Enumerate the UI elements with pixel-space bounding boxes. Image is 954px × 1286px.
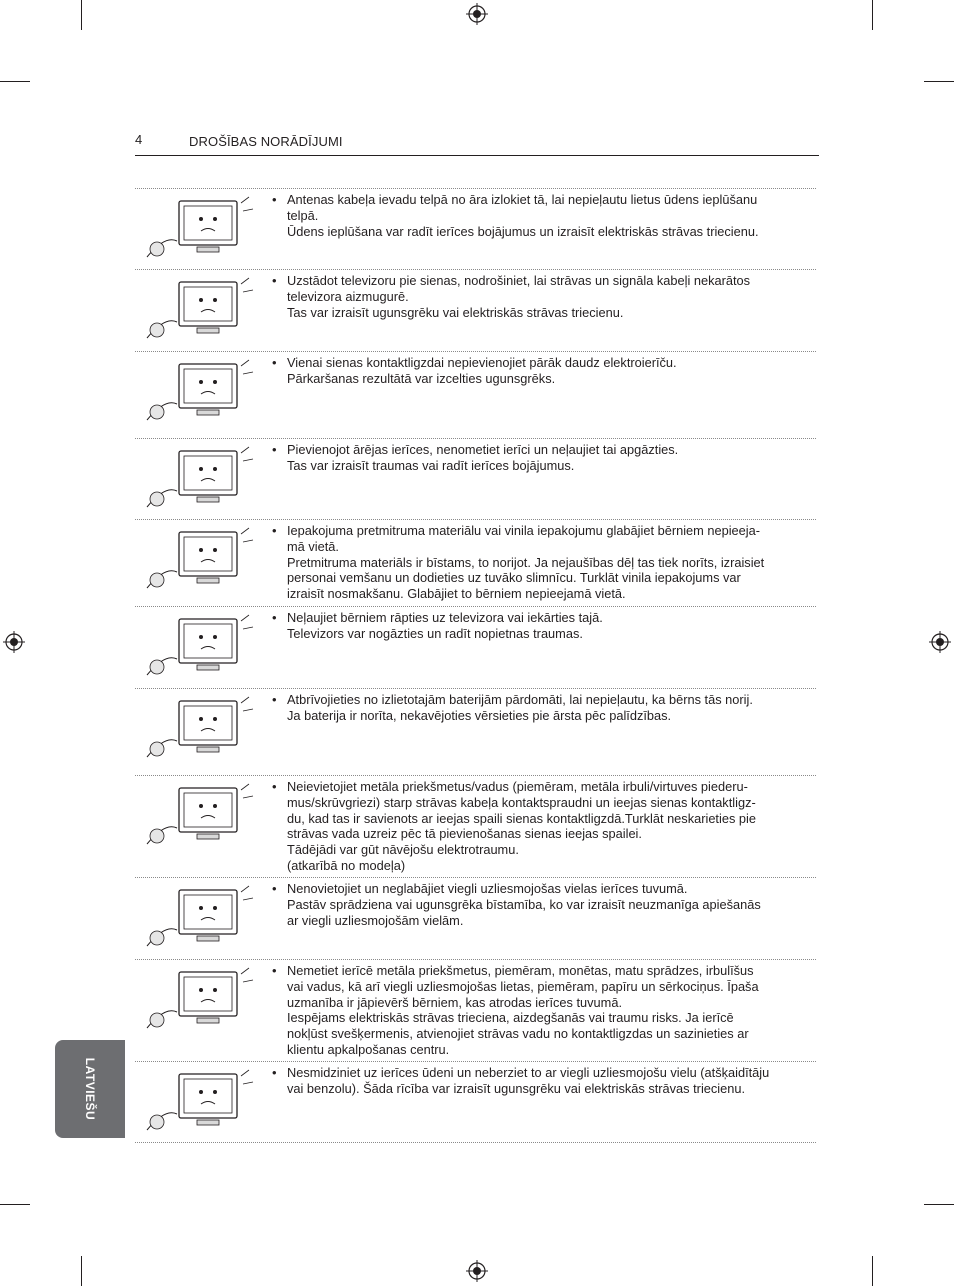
illustration xyxy=(135,354,267,430)
safety-item xyxy=(135,438,816,519)
bullet-icon: • xyxy=(272,779,277,794)
item-text: Iepakojuma pretmitruma materiālu vai vinila iepakojumu glabājiet bērniem nepieeja- mā vietā. Pretmitruma materiāls ir bīstams, to norijot. Ja nejaušības dēļ tas tiek norīts, izraisiet personai vemšanu un dodieties uz tuvāko slimnīcu. Turklāt vinila iepakojums var izraisīt nosmakšanu. Glabājiet to bērniem nepieejamā vietā. xyxy=(287,523,765,602)
television-illustration xyxy=(135,1064,267,1140)
bullet-icon: • xyxy=(272,1065,277,1080)
item-text: Nesmidziniet uz ierīces ūdeni un neberziet to ar viegli uzliesmojošu vielu (atšķaidītāju vai benzolu). Šāda rīcība var izraisīt ugunsgrēku vai elektriskās strāvas triecienu. xyxy=(287,1065,770,1096)
registration-mark-icon xyxy=(466,1260,488,1282)
television-illustration xyxy=(135,880,267,956)
bullet-icon: • xyxy=(272,692,277,707)
safety-item xyxy=(135,877,816,959)
television-illustration xyxy=(135,522,267,598)
bullet-icon: • xyxy=(272,523,277,538)
illustration xyxy=(135,880,267,956)
crop-mark xyxy=(924,81,954,82)
crop-mark xyxy=(924,1204,954,1205)
illustration xyxy=(135,441,267,517)
safety-item xyxy=(135,606,816,688)
television-illustration xyxy=(135,962,267,1038)
safety-item xyxy=(135,1061,816,1143)
television-illustration xyxy=(135,778,267,854)
header-divider xyxy=(135,155,819,156)
crop-mark xyxy=(0,81,30,82)
page-number: 4 xyxy=(135,132,143,147)
item-text: Pievienojot ārējas ierīces, nenometiet ierīci un neļaujiet tai apgāzties. Tas var izraisīt traumas vai radīt ierīces bojājumus. xyxy=(287,442,679,473)
television-illustration xyxy=(135,354,267,430)
bullet-icon: • xyxy=(272,273,277,288)
safety-item xyxy=(135,269,816,351)
television-illustration xyxy=(135,441,267,517)
safety-item xyxy=(135,688,816,775)
bullet-icon: • xyxy=(272,355,277,370)
safety-item xyxy=(135,519,816,606)
illustration xyxy=(135,778,267,854)
item-text: Nemetiet ierīcē metāla priekšmetus, piemēram, monētas, matu sprādzes, irbulīšus vai vadus, kā arī viegli uzliesmojošas lietas, piemēram, papīru un sērkociņus. Īpaša uzmanība ir jāpievērš bērniem, kas atrodas ierīces tuvumā. Iespējams elektriskās strāvas trieciena, aizdegšanās vai traumu risks. Ja ierīcē nokļūst svešķermenis, atvienojiet strāvas vadu no kontaktligzdas un sazinieties ar klientu apkalpošanas centru. xyxy=(287,963,759,1057)
registration-mark-icon xyxy=(929,631,951,653)
television-illustration xyxy=(135,191,267,267)
registration-mark-icon xyxy=(3,631,25,653)
television-illustration xyxy=(135,691,267,767)
illustration xyxy=(135,522,267,598)
registration-mark-icon xyxy=(466,3,488,25)
illustration xyxy=(135,1064,267,1140)
illustration xyxy=(135,272,267,348)
safety-item xyxy=(135,188,816,269)
language-tab xyxy=(55,1040,125,1138)
crop-mark xyxy=(81,0,82,30)
item-text: Neievietojiet metāla priekšmetus/vadus (piemēram, metāla irbuli/virtuves piederu- mus/skrūvgriezi) starp strāvas kabeļa kontaktspraudni un ieejas sienas kontaktligz- du, kad tas ir savienots ar ieejas spaili sienas kontaktligzdā.Turklāt neskarieties pie strāvas vada uzreiz pēc tā pievienošanas sienas ieejas spailei. Tādējādi var gūt nāvējošu elektrotraumu. (atkarībā no modeļa) xyxy=(287,779,756,873)
safety-item xyxy=(135,351,816,438)
bullet-icon: • xyxy=(272,881,277,896)
crop-mark xyxy=(0,1204,30,1205)
safety-item xyxy=(135,775,816,877)
item-text: Atbrīvojieties no izlietotajām baterijām pārdomāti, lai nepieļautu, ka bērns tās norij. Ja baterija ir norīta, nekavējoties vērsieties pie ārsta pēc palīdzības. xyxy=(287,692,753,723)
illustration xyxy=(135,191,267,267)
crop-mark xyxy=(872,0,873,30)
illustration xyxy=(135,691,267,767)
television-illustration xyxy=(135,609,267,685)
crop-mark xyxy=(872,1256,873,1286)
item-text: Vienai sienas kontaktligzdai nepievienojiet pārāk daudz elektroierīču. Pārkaršanas rezultātā var izcelties ugunsgrēks. xyxy=(287,355,677,386)
television-illustration xyxy=(135,272,267,348)
item-text: Uzstādot televizoru pie sienas, nodrošiniet, lai strāvas un signāla kabeļi nekarātos televizora aizmugurē. Tas var izraisīt ugunsgrēku vai elektriskās strāvas triecienu. xyxy=(287,273,751,320)
item-text: Nenovietojiet un neglabājiet viegli uzliesmojošas vielas ierīces tuvumā. Pastāv sprādziena vai ugunsgrēka bīstamība, ko var izraisīt neuzmanīga apiešanās ar viegli uzliesmojošām vielām. xyxy=(287,881,761,928)
language-tab-label: LATVIEŠU xyxy=(83,1057,97,1121)
crop-mark xyxy=(81,1256,82,1286)
bullet-icon: • xyxy=(272,192,277,207)
safety-instructions-list xyxy=(135,188,816,1143)
bullet-icon: • xyxy=(272,963,277,978)
bullet-icon: • xyxy=(272,442,277,457)
safety-item xyxy=(135,959,816,1061)
bullet-icon: • xyxy=(272,610,277,625)
item-text: Neļaujiet bērniem rāpties uz televizora vai iekārties tajā. Televizors var nogāzties un radīt nopietnas traumas. xyxy=(287,610,603,641)
illustration xyxy=(135,962,267,1038)
illustration xyxy=(135,609,267,685)
section-title: DROŠĪBAS NORĀDĪJUMI xyxy=(189,134,343,149)
item-text: Antenas kabeļa ievadu telpā no āra izlokiet tā, lai nepieļautu lietus ūdens ieplūšanu telpā. Ūdens ieplūšana var radīt ierīces bojājumus un izraisīt elektriskās strāvas triecienu. xyxy=(287,192,759,239)
